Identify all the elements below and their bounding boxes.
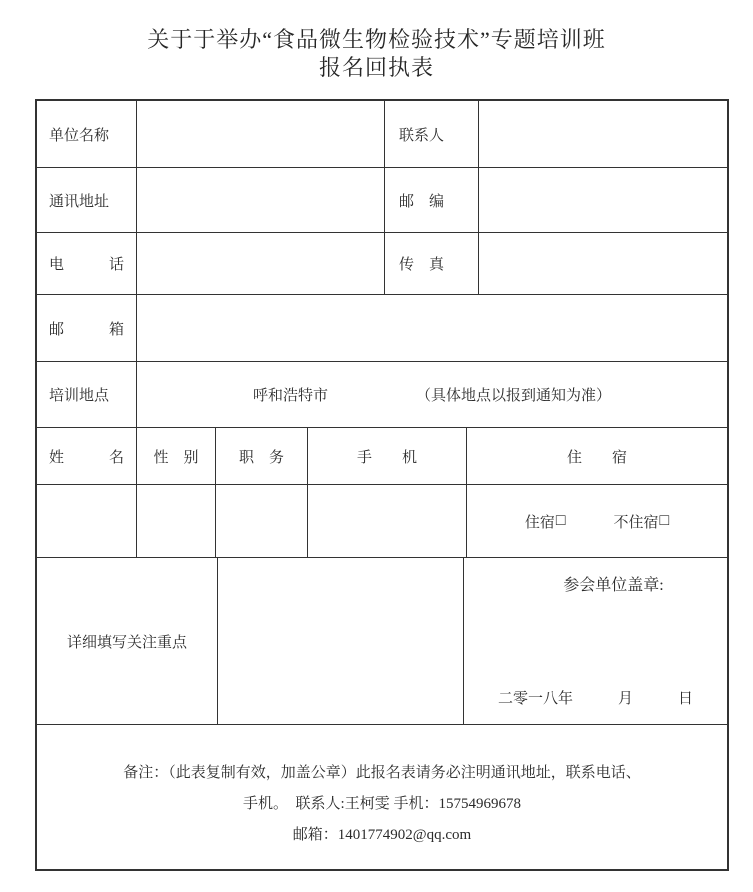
phone-input[interactable] (137, 233, 385, 294)
email-row (37, 295, 727, 362)
contact-person-label: 联系人 (385, 101, 479, 167)
attendee-job-input[interactable] (216, 485, 308, 557)
training-location-city: 呼和浩特市 (252, 388, 328, 404)
remarks-line-2: 手机。 联系人:王柯雯 手机：15754969678 (243, 795, 521, 812)
attendee-gender-header: 性 别 (137, 428, 216, 484)
contact-person-input[interactable] (479, 101, 727, 167)
remarks-line-1: 备注：（此表复制有效，加盖公章）此报名表请务必注明通讯地址，联系电话、 (123, 764, 641, 781)
remarks-cell (37, 725, 727, 869)
unit-name-input[interactable] (137, 101, 385, 167)
stay-options-cell (467, 485, 727, 557)
phone-row (37, 233, 727, 295)
form-title-line1: 关于于举办“食品微生物检验技术”专题培训班 (147, 27, 606, 52)
fax-label: 传 真 (385, 233, 479, 294)
focus-row (37, 558, 727, 725)
attendee-mobile-input[interactable] (308, 485, 467, 557)
email-label: 邮 箱 (37, 295, 137, 361)
form-title (0, 26, 753, 82)
seal-caption: 参会单位盖章: (563, 577, 664, 594)
attendee-job-header: 职 务 (216, 428, 308, 484)
attendee-name-input[interactable] (37, 485, 137, 557)
focus-input[interactable] (218, 558, 464, 724)
attendee-name-header: 姓 名 (37, 428, 137, 484)
email-input[interactable] (137, 295, 727, 361)
stay-checkbox[interactable]: □ (555, 512, 566, 529)
attendee-header-row (37, 428, 727, 485)
registration-form-table (35, 99, 729, 871)
date-line: 二零一八年 月 日 (497, 691, 693, 707)
attendee-mobile-header: 手 机 (308, 428, 467, 484)
remarks-row (37, 725, 727, 869)
fax-input[interactable] (479, 233, 727, 294)
stay-option[interactable] (525, 511, 566, 532)
focus-label: 详细填写关注重点 (37, 558, 218, 724)
attendee-gender-input[interactable] (137, 485, 216, 557)
address-row (37, 168, 727, 233)
form-title-line2: 报名回执表 (318, 55, 434, 80)
address-label: 通讯地址 (37, 168, 137, 232)
training-location-value-cell (137, 362, 727, 427)
postal-code-label: 邮 编 (385, 168, 479, 232)
training-location-label: 培训地点 (37, 362, 137, 427)
phone-label: 电 话 (37, 233, 137, 294)
remarks-line-3: 邮箱：1401774902@qq.com (292, 826, 472, 843)
no-stay-option-label: 不住宿 (613, 514, 659, 531)
attendee-entry-row (37, 485, 727, 558)
unit-name-label: 单位名称 (37, 101, 137, 167)
seal-and-date-cell (464, 558, 727, 724)
stay-option-label: 住宿 (524, 514, 555, 531)
no-stay-option[interactable] (614, 511, 670, 532)
attendee-stay-header: 住 宿 (566, 449, 627, 466)
postal-code-input[interactable] (479, 168, 727, 232)
unit-row (37, 101, 727, 168)
training-location-note: （具体地点以报到通知为准） (416, 388, 612, 404)
address-input[interactable] (137, 168, 385, 232)
no-stay-checkbox[interactable]: □ (659, 512, 670, 529)
training-location-row (37, 362, 727, 428)
